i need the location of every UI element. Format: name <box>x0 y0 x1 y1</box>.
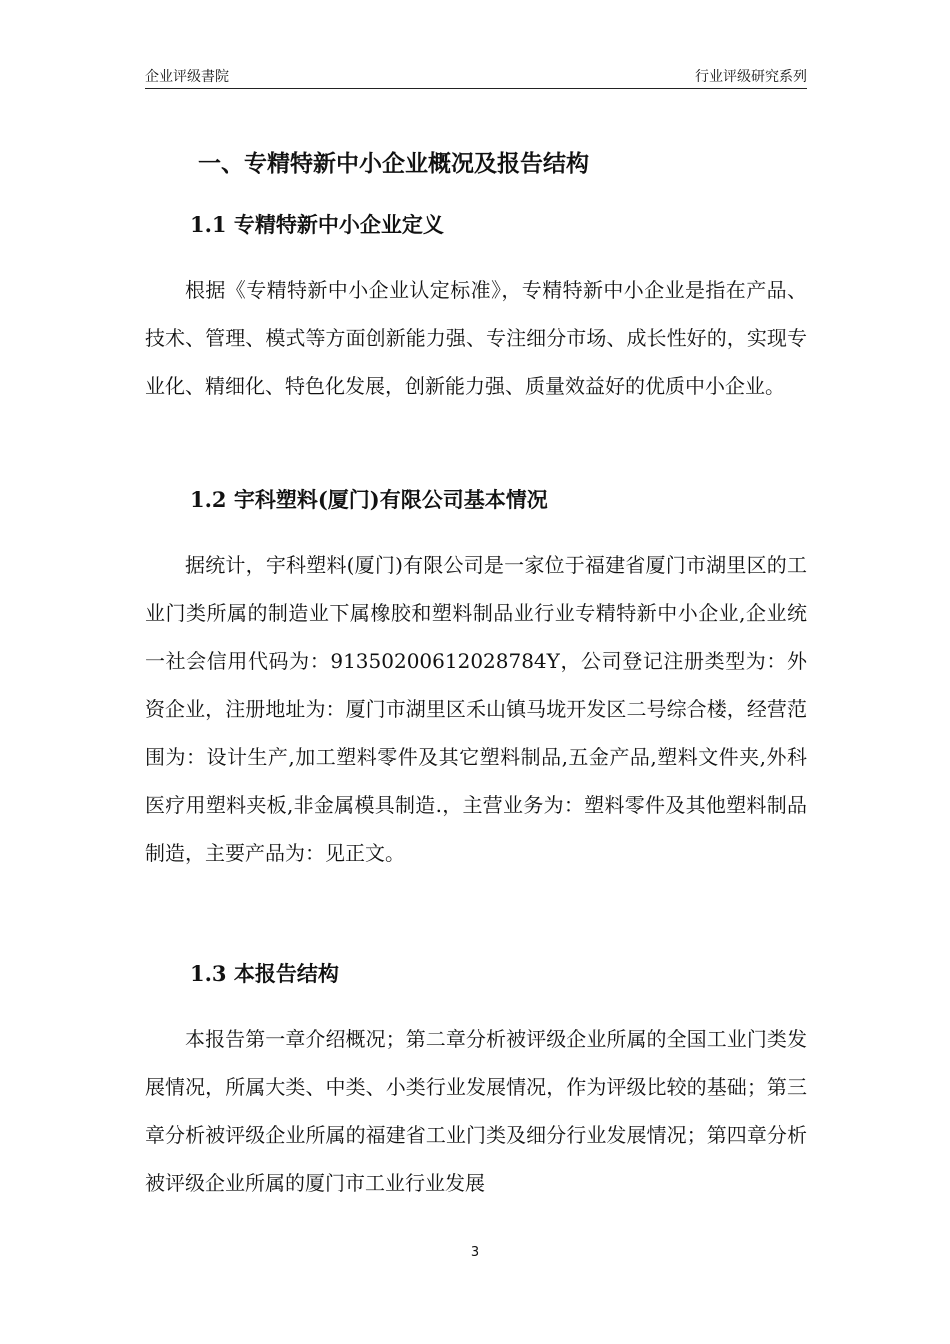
section-title-1-2: 1.2 宇科塑料(厦门)有限公司基本情况 <box>190 487 548 512</box>
header-left-title: 企业评级書院 <box>145 69 229 85</box>
chapter-title: 一、专精特新中小企业概况及报告结构 <box>198 150 589 177</box>
section-title-1-3: 1.3 本报告结构 <box>190 961 339 986</box>
section-paragraph-1-2: 据统计，宇科塑料(厦门)有限公司是一家位于福建省厦门市湖里区的工业门类所属的制造业下属橡胶和塑料制品业行业专精特新中小企业,企业统一社会信用代码为：91350200612028784Y，公司登记注册类型为：外资企业，注册地址为：厦门市湖里区禾山镇马垅开发区二号综合楼，经营范围为：设计生产,加工塑料零件及其它塑料制品,五金产品,塑料文件夹,外科医疗用塑料夹板,非金属模具制造.，主营业务为：塑料零件及其他塑料制品制造，主要产品为：见正文。 <box>145 553 807 865</box>
section-paragraph-1-3: 本报告第一章介绍概况；第二章分析被评级企业所属的全国工业门类发展情况，所属大类、中类、小类行业发展情况，作为评级比较的基础；第三章分析被评级企业所属的福建省工业门类及细分行业发展情况；第四章分析被评级企业所属的厦门市工业行业发展 <box>145 1027 807 1195</box>
section-paragraph-1-1: 根据《专精特新中小企业认定标准》，专精特新中小企业是指在产品、技术、管理、模式等方面创新能力强、专注细分市场、成长性好的，实现专业化、精细化、特色化发展，创新能力强、质量效益好的优质中小企业。 <box>145 278 807 398</box>
page-number: 3 <box>470 1245 480 1260</box>
header-right-title: 行业评级研究系列 <box>695 69 807 85</box>
section-title-1-1: 1.1 专精特新中小企业定义 <box>190 212 444 237</box>
page-header <box>145 68 807 89</box>
